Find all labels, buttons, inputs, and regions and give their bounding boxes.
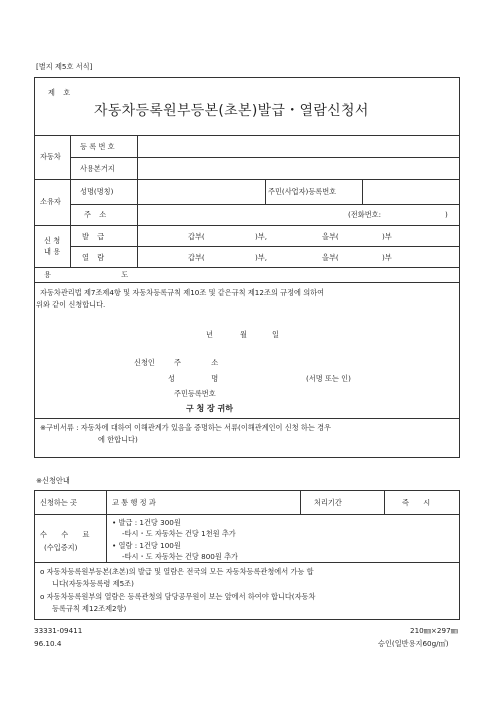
- owner-name-field[interactable]: [140, 182, 262, 201]
- statement-line-2: 위와 같이 신청합니다.: [36, 300, 106, 309]
- owner-address-field[interactable]: [140, 207, 340, 223]
- fee-line: -타시・도 자동차는 건당 1천원 추가: [122, 529, 236, 538]
- phone-close: ): [445, 210, 448, 219]
- base-location-label: 사용본거지: [80, 164, 115, 173]
- paper-size: 210㎜×297㎜: [410, 626, 458, 635]
- date-month: 월: [240, 330, 247, 339]
- owner-address-label: 주 소: [84, 210, 110, 219]
- owner-section-label: 소유자: [40, 197, 61, 206]
- signature-label: (서명 또는 인): [306, 374, 351, 383]
- where-value: 교 통 행 정 과: [112, 498, 156, 507]
- form-date: 96.10.4: [34, 639, 62, 648]
- view-eul-label: 을부(: [322, 253, 339, 262]
- where-label: 신청하는 곳: [40, 498, 78, 507]
- paper-spec: 승인(일반용지60g/㎡): [378, 639, 449, 648]
- registration-number-field[interactable]: [140, 138, 458, 155]
- registration-number-label: 등 록 번 호: [80, 142, 115, 151]
- applicant-id-label: 주민등록번호: [174, 389, 216, 398]
- addressee: 구 청 장 귀하: [186, 404, 233, 413]
- issue-gap-unit: )부,: [255, 232, 268, 241]
- owner-id-label: 주민(사업자)등록번호: [268, 187, 337, 196]
- vehicle-section-label: 자동차: [40, 152, 61, 161]
- issue-eul-label: 을부(: [322, 232, 339, 241]
- guide-note: 니다(자동차등록령 제5조): [52, 579, 134, 588]
- base-location-field[interactable]: [140, 160, 458, 177]
- purpose-field[interactable]: [140, 269, 458, 281]
- guide-note: o 자동차등록원부의 열람은 등록관청의 담당공무원이 보는 앞에서 하여야 합니다(자동차: [40, 592, 316, 601]
- period-label: 처리기간: [314, 498, 342, 507]
- required-docs-line-2: 에 한합니다): [98, 435, 138, 444]
- phone-label: (전화번호:: [348, 210, 381, 219]
- applicant-label: 신청인: [134, 358, 155, 367]
- applicant-name-label: 성 명: [168, 374, 219, 383]
- fee-sub-label: (수입증지): [44, 543, 78, 552]
- period-value: 즉 시: [402, 498, 431, 507]
- guide-note: 등록규칙 제12조제2항): [52, 604, 127, 613]
- date-year: 년: [206, 330, 213, 339]
- form-number-label: 제 호: [48, 88, 74, 97]
- guide-title: ※신청안내: [36, 476, 70, 485]
- date-day: 일: [272, 330, 279, 339]
- view-gap-unit: )부,: [255, 253, 268, 262]
- form-code: 33331-09411: [34, 626, 83, 635]
- request-section-label-2: 내 용: [44, 247, 61, 256]
- owner-name-label: 성명(명칭): [80, 187, 114, 196]
- guide-note: o 자동차등록원부등본(초본)의 발급 및 열람은 전국의 모든 자동차등록관청에서 가능 합: [40, 567, 314, 576]
- request-section-label: 신 청: [44, 236, 61, 245]
- fee-line: • 열람 : 1건당 100원: [112, 541, 181, 550]
- issue-label: 발 급: [82, 232, 108, 241]
- form-label: [별지 제5호 서식]: [36, 62, 93, 71]
- owner-id-field[interactable]: [366, 182, 458, 201]
- purpose-label: 용 도: [44, 270, 129, 279]
- applicant-address-label: 주 소: [174, 358, 219, 367]
- issue-eul-unit: )부: [382, 232, 392, 241]
- form-title: 자동차등록원부등본(초본)발급・열람신청서: [94, 103, 369, 119]
- view-label: 열 람: [82, 253, 108, 262]
- fee-line: • 발급 : 1건당 300원: [112, 518, 181, 527]
- statement-line-1: 자동차관리법 제7조제4항 및 자동차등록규칙 제10조 및 같은규칙 제12조의 규정에 의하여: [40, 288, 325, 297]
- fee-label: 수 수 료: [40, 530, 90, 539]
- required-docs-line-1: ※구비서류 : 자동차에 대하여 이해관계가 있음을 증명하는 서류(이해관계인이 신청 하는 경우: [40, 423, 331, 432]
- issue-gap-label: 갑부(: [188, 232, 205, 241]
- view-gap-label: 갑부(: [188, 253, 205, 262]
- view-eul-unit: )부: [382, 253, 392, 262]
- fee-line: -타시・도 자동차는 건당 800원 추가: [122, 552, 238, 561]
